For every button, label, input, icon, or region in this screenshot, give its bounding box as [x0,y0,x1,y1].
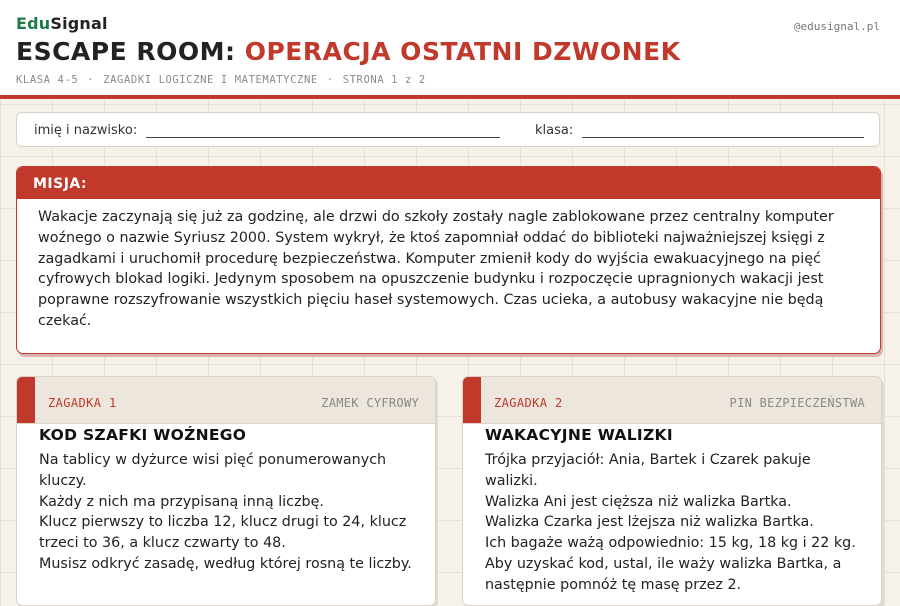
meta-separator: · [326,74,334,86]
meta-separator: · [87,74,95,86]
puzzle-accent-strip [463,377,481,423]
puzzle-body [485,450,865,596]
page-title [16,37,681,66]
puzzle-tag: ZAGADKA 2 [494,396,563,410]
name-label: imię i nazwisko: [34,123,138,138]
puzzle-body [39,450,419,575]
class-label: klasa: [535,123,574,138]
puzzle-tag: ZAGADKA 1 [48,396,117,410]
puzzle-line: Walizka Czarka jest lżejsza niż walizka Bartka. [485,514,814,531]
meta-grade: KLASA 4-5 [16,74,79,86]
puzzle-accent-strip [17,377,35,423]
puzzle-kind: PIN BEZPIECZEŃSTWA [729,396,865,410]
puzzle-kind: ZAMEK CYFROWY [321,396,419,410]
class-field[interactable] [582,137,864,138]
meta-page: STRONA 1 z 2 [342,74,426,86]
puzzle-card-2 [462,376,882,606]
puzzle-title: WAKACYJNE WALIZKI [485,426,673,444]
brand-part-1: Edu [16,14,51,33]
puzzle-line: Ich bagaże ważą odpowiednio: 15 kg, 18 kg i 22 kg. [485,535,856,552]
puzzle-line: Na tablicy w dyżurce wisi pięć ponumerowanych kluczy. [39,452,387,489]
puzzle-line: Musisz odkryć zasadę, według której rosną te liczby. [39,555,412,572]
mission-label: MISJA: [17,167,880,199]
name-field[interactable] [146,137,500,138]
mission-text: Wakacje zaczynają się już za godzinę, ale drzwi do szkoły zostały nagle zablokowane przez centralny komputer woźnego o nazwie Syriusz 2000. System wykrył, że ktoś zapomniał oddać do biblioteki najważniejszej księgi z zagadkami i uruchomił procedurę bezpieczeństwa. Komputer zmienił kody do wyjścia ewakuacyjnego na pięć cyfrowych blokad logiki. Jedynym sposobem na opuszczenie budynku i rozpoczęcie upragnionych wakacji jest poprawne rozszyfrowanie wszystkich pięciu haseł systemowych. Czas ucieka, a autobusy wakacyjne nie będą czekać. [38,209,834,329]
student-info-bar [16,112,880,147]
puzzle-line: Każdy z nich ma przypisaną inną liczbę. [39,493,324,510]
brand-logo [16,14,108,33]
meta-line [16,74,426,86]
puzzle-card-1 [16,376,436,606]
puzzle-line: Walizka Ani jest cięższa niż walizka Bartka. [485,493,792,510]
page-header [0,0,900,99]
title-main: ESCAPE ROOM: [16,37,236,66]
mission-box [16,166,881,354]
puzzle-line: Aby uzyskać kod, ustal, ile waży walizka Bartka, a następnie pomnóż tę masę przez 2. [485,555,842,593]
meta-topic: ZAGADKI LOGICZNE I MATEMATYCZNE [103,74,318,86]
puzzle-title: KOD SZAFKI WOŹNEGO [39,426,247,444]
social-handle: @edusignal.pl [793,20,880,33]
brand-part-2: Signal [50,14,108,33]
puzzle-line: Trójka przyjaciół: Ania, Bartek i Czarek pakuje walizki. [485,452,811,489]
title-accent: OPERACJA OSTATNI DZWONEK [244,37,681,66]
puzzle-line: Klucz pierwszy to liczba 12, klucz drugi to 24, klucz trzeci to 36, a klucz czwarty to 48. [39,514,407,552]
